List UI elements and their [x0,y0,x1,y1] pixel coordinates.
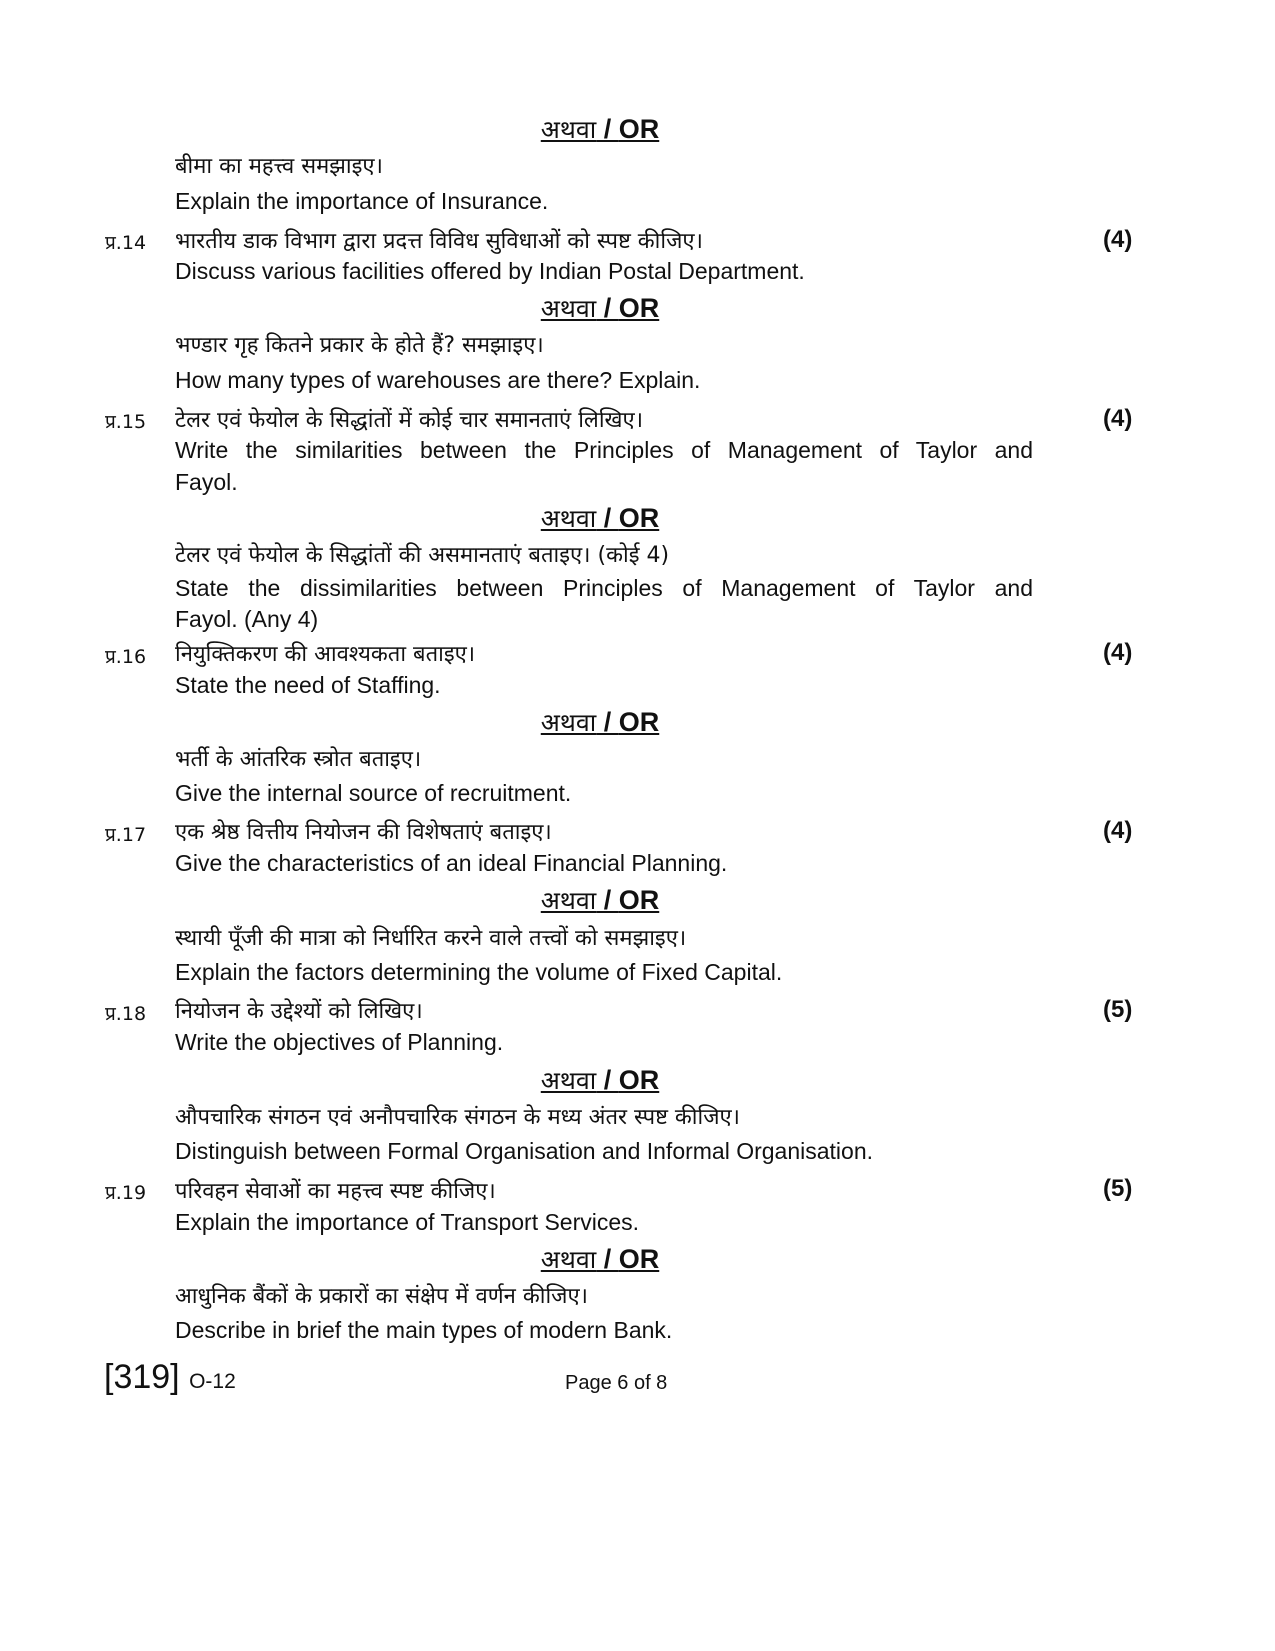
question-text-hindi: औपचारिक संगठन एवं अनौपचारिक संगठन के मध्य अंतर स्पष्ट कीजिए। [175,1105,741,1130]
question-text-english: Explain the importance of Insurance. [175,188,549,214]
question-number: प्र.19 [105,1182,147,1204]
question-text-hindi: भारतीय डाक विभाग द्वारा प्रदत्त विविध सुविधाओं को स्पष्ट कीजिए। [175,229,703,254]
question-number: प्र.16 [105,646,147,668]
or-heading: अथवा / OR [540,1065,660,1095]
question-text-english: Fayol. (Any 4) [175,606,319,632]
question-text-hindi: टेलर एवं फेयोल के सिद्धांतों में कोई चार समानताएं लिखिए। [175,408,644,433]
question-text-english: State the dissimilarities between Principles of Management of Taylor and [175,575,1033,601]
question-text-english: Write the similarities between the Principles of Management of Taylor and [175,437,1033,463]
question-text-english: Explain the importance of Transport Services. [175,1209,640,1235]
question-text-hindi: स्थायी पूँजी की मात्रा को निर्धारित करने वाले तत्त्वों को समझाइए। [175,926,687,951]
question-text-english: Fayol. [175,469,238,495]
question-text-english: Give the internal source of recruitment. [175,780,572,806]
marks: (4) [1103,405,1133,432]
or-heading: अथवा / OR [540,1244,660,1274]
or-heading: अथवा / OR [540,114,660,144]
marks: (4) [1103,817,1133,844]
question-text-english: State the need of Staffing. [175,672,441,698]
question-text-english: Discuss various facilities offered by Indian Postal Department. [175,258,805,284]
page-number: Page 6 of 8 [565,1372,668,1394]
question-number: प्र.15 [105,411,147,433]
question-text-hindi: टेलर एवं फेयोल के सिद्धांतों की असमानताएं बताइए। (कोई 4) [175,543,670,568]
question-number: प्र.17 [105,824,147,846]
question-text-hindi: एक श्रेष्ठ वित्तीय नियोजन की विशेषताएं बताइए। [175,820,552,845]
question-number: प्र.18 [105,1003,147,1025]
marks: (4) [1103,226,1133,253]
footer-paper-code: [319] O-12 [104,1358,236,1396]
question-text-english: Write the objectives of Planning. [175,1029,504,1055]
marks: (4) [1103,639,1133,666]
or-heading: अथवा / OR [540,707,660,737]
question-text-hindi: बीमा का महत्त्व समझाइए। [175,154,383,179]
question-text-english: Describe in brief the main types of modern Bank. [175,1317,673,1343]
question-text-hindi: भर्ती के आंतरिक स्त्रोत बताइए। [175,747,422,772]
or-heading: अथवा / OR [540,885,660,915]
question-text-english: Explain the factors determining the volume of Fixed Capital. [175,959,783,985]
question-text-hindi: नियोजन के उद्देश्यों को लिखिए। [175,999,423,1024]
marks: (5) [1103,996,1133,1023]
question-text-hindi: नियुक्तिकरण की आवश्यकता बताइए। [175,642,476,667]
or-heading: अथवा / OR [540,293,660,323]
question-number: प्र.14 [105,232,147,254]
question-text-hindi: परिवहन सेवाओं का महत्त्व स्पष्ट कीजिए। [175,1179,496,1204]
question-text-english: Give the characteristics of an ideal Financial Planning. [175,850,728,876]
question-text-hindi: भण्डार गृह कितने प्रकार के होते हैं? समझाइए। [175,333,544,358]
question-text-english: Distinguish between Formal Organisation and Informal Organisation. [175,1138,874,1164]
footer-set-code: O-12 [189,1370,236,1393]
question-text-english: How many types of warehouses are there? Explain. [175,367,701,393]
or-heading: अथवा / OR [540,503,660,533]
marks: (5) [1103,1175,1133,1202]
question-text-hindi: आधुनिक बैंकों के प्रकारों का संक्षेप में वर्णन कीजिए। [175,1284,588,1309]
